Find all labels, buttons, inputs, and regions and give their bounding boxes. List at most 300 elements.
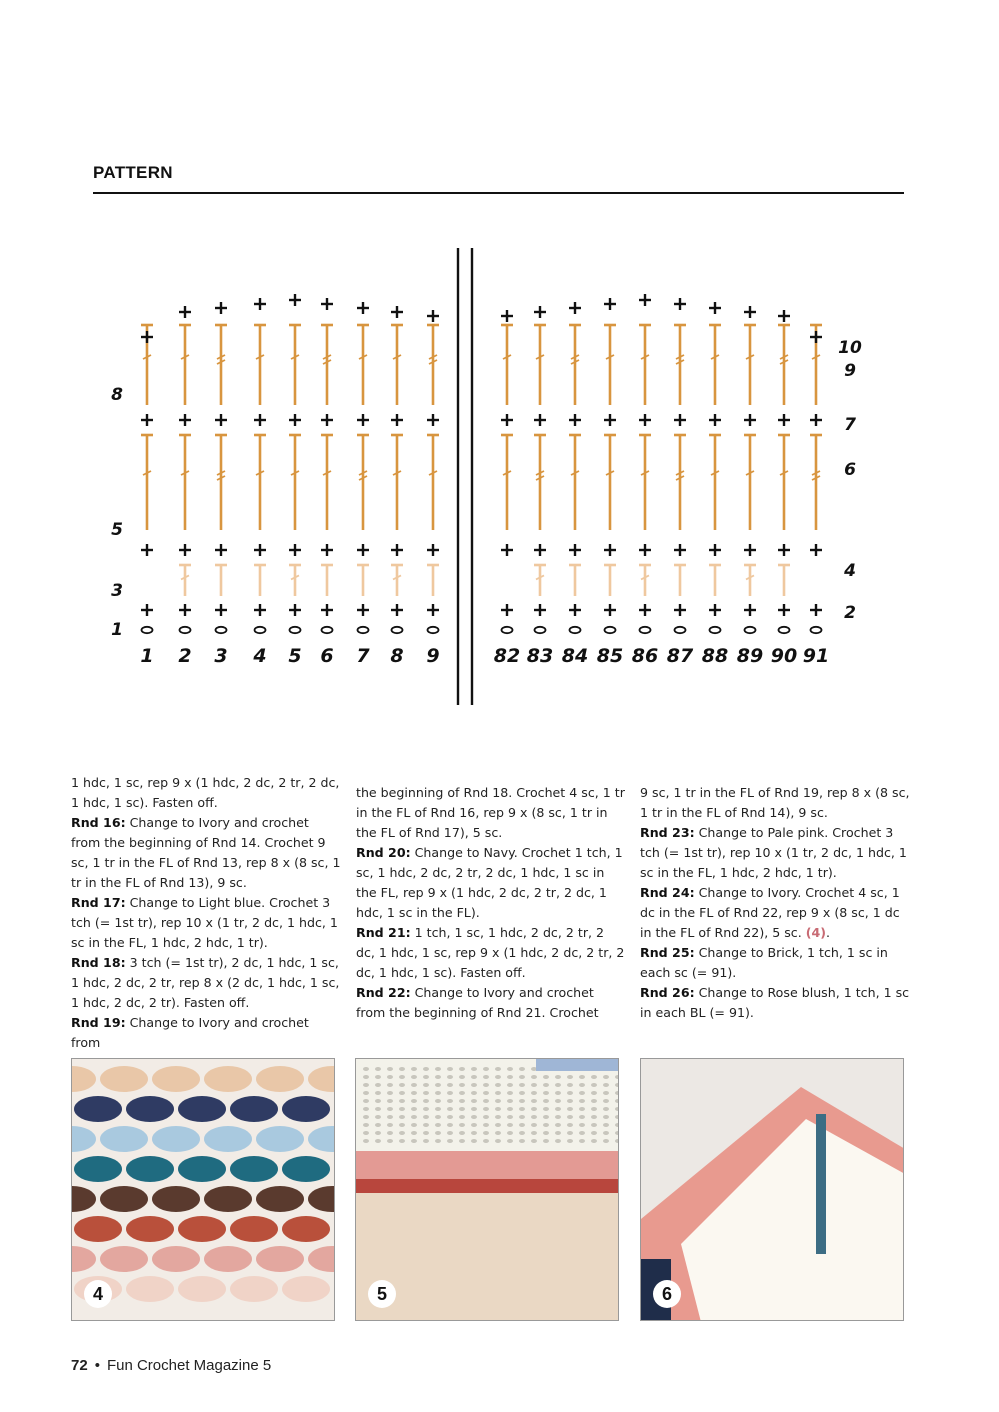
crochet-shell <box>204 1186 252 1212</box>
stitch-dot <box>531 1139 537 1143</box>
stitch-dot <box>579 1115 585 1119</box>
stitch-dot <box>447 1099 453 1103</box>
round-text: Change to Light blue. Crochet 3 tch (= 1st tr), rep 10 x (1 tr, 2 dc, 1 hdc, 1 sc in the FL, 1 hdc, 2 hdc, 1 tr). <box>71 895 338 950</box>
stitch-dot <box>459 1099 465 1103</box>
stitch-dot <box>483 1083 489 1087</box>
stitch-dot <box>471 1099 477 1103</box>
stitch-dot <box>495 1091 501 1095</box>
stitch-dot <box>387 1107 393 1111</box>
stitch-dot <box>363 1123 369 1127</box>
round-label: Rnd 26: <box>640 985 695 1000</box>
stitch-dot <box>447 1075 453 1079</box>
stitch-dot <box>411 1107 417 1111</box>
stitch-dot <box>543 1131 549 1135</box>
stitch-dot <box>555 1115 561 1119</box>
stitch-number: 84 <box>561 645 589 667</box>
round-text: Change to Pale pink. Crochet 3 tch (= 1st tr), rep 10 x (1 tr, 2 dc, 1 hdc, 1 sc in the FL, 1 hdc, 2 hdc, 1 tr). <box>640 825 907 880</box>
round-text: Change to Ivory. Crochet 4 sc, 1 dc in the FL of Rnd 22, rep 9 x (8 sc, 1 dc in the FL of Rnd 22), 5 sc. <box>640 885 900 940</box>
stitch-number: 8 <box>390 645 404 667</box>
chain-symbol <box>358 627 369 633</box>
stitch-dot <box>507 1091 513 1095</box>
stitch-dot <box>459 1139 465 1143</box>
stitch-dot <box>555 1083 561 1087</box>
crochet-shell <box>178 1156 226 1182</box>
stitch-number: 87 <box>666 645 694 667</box>
stitch-dot <box>399 1091 405 1095</box>
crochet-shell <box>334 1156 335 1182</box>
stitch-dot <box>411 1123 417 1127</box>
stitch-dot <box>447 1131 453 1135</box>
stitch-dot <box>423 1091 429 1095</box>
crochet-shell <box>74 1216 122 1242</box>
stitch-dot <box>399 1131 405 1135</box>
stitch-dot <box>519 1115 525 1119</box>
crochet-shell <box>230 1156 278 1182</box>
stitch-dot <box>567 1115 573 1119</box>
stitch-dot <box>435 1123 441 1127</box>
stitch-number: 5 <box>288 645 302 667</box>
blue-band <box>536 1059 619 1071</box>
stitch-dot <box>459 1123 465 1127</box>
teal-stripe <box>816 1114 826 1254</box>
stitch-dot <box>387 1083 393 1087</box>
chain-symbol <box>216 627 227 633</box>
chain-symbol <box>255 627 266 633</box>
stitch-dot <box>531 1075 537 1079</box>
crochet-shell <box>334 1096 335 1122</box>
stitch-dot <box>483 1123 489 1127</box>
stitch-dot <box>507 1107 513 1111</box>
stitch-dot <box>567 1091 573 1095</box>
round-text: Change to Ivory and crochet from the beginning of Rnd 21. Crochet <box>356 985 599 1020</box>
stitch-dot <box>435 1083 441 1087</box>
stitch-dot <box>483 1107 489 1111</box>
stitch-dot <box>603 1099 609 1103</box>
pink-band <box>356 1151 619 1179</box>
stitch-dot <box>423 1115 429 1119</box>
stitch-dot <box>519 1123 525 1127</box>
stitch-dot <box>519 1099 525 1103</box>
stitch-dot <box>519 1107 525 1111</box>
photo-badge: 6 <box>653 1280 681 1308</box>
instruction-paragraph <box>356 923 626 983</box>
stitch-dot <box>519 1091 525 1095</box>
stitch-dot <box>471 1139 477 1143</box>
section-rule <box>93 192 904 194</box>
stitch-dot <box>507 1115 513 1119</box>
stitch-dot <box>495 1067 501 1071</box>
crochet-shell <box>204 1246 252 1272</box>
chain-symbol <box>142 627 153 633</box>
stitch-dot <box>459 1083 465 1087</box>
stitch-dot <box>543 1107 549 1111</box>
stitch-number: 3 <box>214 645 228 667</box>
instruction-paragraph <box>71 773 341 813</box>
stitch-dot <box>471 1075 477 1079</box>
crochet-shell <box>74 1096 122 1122</box>
stitch-dot <box>483 1131 489 1135</box>
instruction-paragraph <box>640 883 910 943</box>
stitch-dot <box>555 1099 561 1103</box>
round-number: 8 <box>111 385 123 405</box>
stitch-dot <box>555 1107 561 1111</box>
stitch-dot <box>363 1139 369 1143</box>
crochet-shell <box>126 1216 174 1242</box>
stitch-dot <box>447 1067 453 1071</box>
crochet-shell <box>256 1246 304 1272</box>
stitch-dot <box>519 1131 525 1135</box>
stitch-dot <box>375 1107 381 1111</box>
stitch-number: 90 <box>770 645 798 667</box>
crochet-shell <box>230 1276 278 1302</box>
stitch-dot <box>435 1131 441 1135</box>
stitch-dot <box>567 1139 573 1143</box>
stitch-dot <box>423 1099 429 1103</box>
stitch-dot <box>387 1139 393 1143</box>
stitch-dot <box>447 1107 453 1111</box>
round-text: Change to Rose blush, 1 tch, 1 sc in each BL (= 91). <box>640 985 910 1020</box>
text-column-3 <box>640 783 910 1023</box>
instruction-paragraph <box>71 953 341 1013</box>
round-number: 10 <box>838 338 862 358</box>
stitch-dot <box>363 1075 369 1079</box>
stitch-dot <box>447 1123 453 1127</box>
chain-symbol <box>322 627 333 633</box>
crochet-shell <box>152 1246 200 1272</box>
crochet-shell <box>282 1156 330 1182</box>
bullet: • <box>94 1357 100 1374</box>
stitch-dot <box>399 1067 405 1071</box>
instruction-paragraph <box>71 893 341 953</box>
stitch-dot <box>363 1115 369 1119</box>
stitch-dot <box>411 1083 417 1087</box>
page-number: 72 <box>71 1357 88 1374</box>
stitch-dot <box>435 1107 441 1111</box>
stitch-dot <box>603 1123 609 1127</box>
stitch-dot <box>495 1107 501 1111</box>
stitch-dot <box>495 1139 501 1143</box>
stitch-number: 2 <box>178 645 192 667</box>
crochet-shell <box>256 1066 304 1092</box>
instruction-paragraph <box>356 843 626 923</box>
crochet-shell <box>152 1126 200 1152</box>
stitch-dot <box>423 1123 429 1127</box>
stitch-dot <box>591 1107 597 1111</box>
stitch-dot <box>555 1123 561 1127</box>
stitch-dot <box>459 1067 465 1071</box>
crochet-chart <box>100 240 880 710</box>
stitch-dot <box>531 1123 537 1127</box>
stitch-dot <box>579 1091 585 1095</box>
stitch-dot <box>471 1107 477 1111</box>
stitch-dot <box>447 1139 453 1143</box>
stitch-dot <box>543 1075 549 1079</box>
chain-symbol <box>640 627 651 633</box>
stitch-dot <box>387 1091 393 1095</box>
stitch-dot <box>579 1131 585 1135</box>
stitch-dot <box>375 1115 381 1119</box>
stitch-dot <box>543 1123 549 1127</box>
chain-symbol <box>180 627 191 633</box>
round-label: Rnd 21: <box>356 925 411 940</box>
photo-4 <box>71 1058 335 1321</box>
round-label: Rnd 22: <box>356 985 411 1000</box>
photo-badge: 4 <box>84 1280 112 1308</box>
crochet-shell <box>178 1276 226 1302</box>
crochet-shell <box>230 1096 278 1122</box>
stitch-dot <box>459 1091 465 1095</box>
round-number: 9 <box>844 361 856 381</box>
stitch-dot <box>483 1115 489 1119</box>
crochet-shell <box>126 1096 174 1122</box>
crochet-shell <box>230 1216 278 1242</box>
stitch-dot <box>459 1075 465 1079</box>
crochet-shell <box>74 1156 122 1182</box>
stitch-dot <box>591 1091 597 1095</box>
crochet-shell <box>282 1276 330 1302</box>
stitch-dot <box>399 1123 405 1127</box>
stitch-dot <box>555 1091 561 1095</box>
stitch-dot <box>591 1115 597 1119</box>
chain-symbol <box>710 627 721 633</box>
stitch-dot <box>363 1067 369 1071</box>
crochet-shell <box>100 1186 148 1212</box>
stitch-dot <box>411 1139 417 1143</box>
stitch-dot <box>411 1075 417 1079</box>
chain-symbol <box>779 627 790 633</box>
crochet-shell <box>334 1276 335 1302</box>
instruction-paragraph <box>640 823 910 883</box>
chain-symbol <box>502 627 513 633</box>
stitch-dot <box>567 1099 573 1103</box>
instruction-paragraph <box>71 1013 341 1053</box>
stitch-dot <box>495 1115 501 1119</box>
crochet-shell <box>334 1216 335 1242</box>
stitch-dot <box>435 1139 441 1143</box>
stitch-dot <box>411 1131 417 1135</box>
round-text-tail: . <box>826 925 831 940</box>
stitch-dot <box>483 1139 489 1143</box>
round-number: 5 <box>111 520 123 540</box>
crochet-shell <box>256 1186 304 1212</box>
stitch-dot <box>471 1115 477 1119</box>
stitch-dot <box>555 1131 561 1135</box>
instruction-paragraph <box>356 783 626 843</box>
stitch-dot <box>543 1099 549 1103</box>
stitch-dot <box>447 1083 453 1087</box>
stitch-dot <box>567 1123 573 1127</box>
stitch-number: 6 <box>320 645 334 667</box>
stitch-dot <box>423 1107 429 1111</box>
stitch-dot <box>531 1083 537 1087</box>
stitch-dot <box>375 1139 381 1143</box>
stitch-dot <box>471 1131 477 1135</box>
photo-badge: 5 <box>368 1280 396 1308</box>
stitch-dot <box>375 1075 381 1079</box>
stitch-dot <box>495 1075 501 1079</box>
stitch-dot <box>399 1107 405 1111</box>
stitch-dot <box>387 1067 393 1071</box>
stitch-dot <box>603 1115 609 1119</box>
stitch-dot <box>579 1075 585 1079</box>
stitch-number: 9 <box>426 645 440 667</box>
stitch-dot <box>411 1115 417 1119</box>
stitch-dot <box>387 1123 393 1127</box>
stitch-dot <box>375 1067 381 1071</box>
stitch-dot <box>435 1067 441 1071</box>
photo-reference: (4) <box>805 925 827 940</box>
stitch-dot <box>459 1115 465 1119</box>
stitch-dot <box>375 1083 381 1087</box>
stitch-dot <box>435 1091 441 1095</box>
stitch-dot <box>423 1131 429 1135</box>
stitch-dot <box>603 1083 609 1087</box>
stitch-dot <box>507 1067 513 1071</box>
crochet-shell <box>204 1066 252 1092</box>
stitch-dot <box>363 1099 369 1103</box>
stitch-number: 88 <box>701 645 729 667</box>
crochet-shell <box>282 1216 330 1242</box>
stitch-dot <box>591 1075 597 1079</box>
stitch-number: 7 <box>356 645 370 667</box>
stitch-dot <box>363 1091 369 1095</box>
stitch-dot <box>471 1123 477 1127</box>
chain-symbol <box>605 627 616 633</box>
stitch-dot <box>483 1091 489 1095</box>
chain-symbol <box>811 627 822 633</box>
stitch-number: 89 <box>736 645 764 667</box>
stitch-number: 82 <box>493 645 521 667</box>
text-column-2 <box>356 783 626 1023</box>
round-number: 6 <box>844 460 856 480</box>
stitch-dot <box>543 1139 549 1143</box>
crochet-shell <box>126 1156 174 1182</box>
stitch-dot <box>495 1099 501 1103</box>
crochet-shell <box>126 1276 174 1302</box>
crochet-shell <box>152 1066 200 1092</box>
round-label: Rnd 20: <box>356 845 411 860</box>
stitch-dot <box>471 1067 477 1071</box>
stitch-dot <box>531 1107 537 1111</box>
stitch-dot <box>375 1091 381 1095</box>
crochet-shell <box>152 1186 200 1212</box>
stitch-dot <box>603 1131 609 1135</box>
stitch-dot <box>387 1131 393 1135</box>
stitch-number: 86 <box>631 645 659 667</box>
stitch-dot <box>507 1083 513 1087</box>
stitch-dot <box>579 1099 585 1103</box>
photo-5 <box>355 1058 619 1321</box>
stitch-dot <box>423 1139 429 1143</box>
chain-symbol <box>675 627 686 633</box>
round-label: Rnd 19: <box>71 1015 126 1030</box>
stitch-dot <box>555 1139 561 1143</box>
stitch-dot <box>591 1083 597 1087</box>
stitch-dot <box>375 1131 381 1135</box>
round-label: Rnd 17: <box>71 895 126 910</box>
stitch-dot <box>495 1083 501 1087</box>
stitch-dot <box>495 1131 501 1135</box>
stitch-dot <box>411 1091 417 1095</box>
instruction-paragraph <box>71 813 341 893</box>
magazine-title: Fun Crochet Magazine 5 <box>106 1357 272 1374</box>
round-label: Rnd 18: <box>71 955 126 970</box>
instruction-paragraph <box>640 943 910 983</box>
stitch-dot <box>459 1131 465 1135</box>
stitch-dot <box>495 1123 501 1127</box>
stitch-dot <box>435 1115 441 1119</box>
round-number: 7 <box>844 415 856 435</box>
round-number: 4 <box>844 561 856 581</box>
round-text: 1 hdc, 1 sc, rep 9 x (1 hdc, 2 dc, 2 tr, 2 dc, 1 hdc, 1 sc). Fasten off. <box>71 775 340 810</box>
stitch-dot <box>363 1107 369 1111</box>
stitch-dot <box>387 1075 393 1079</box>
round-text: 1 tch, 1 sc, 1 hdc, 2 dc, 2 tr, 2 dc, 1 hdc, 1 sc, rep 9 x (1 hdc, 2 dc, 2 tr, 2 dc, 1 hdc, 1 sc). Fasten off. <box>356 925 625 980</box>
stitch-dot <box>519 1139 525 1143</box>
stitch-dot <box>423 1075 429 1079</box>
instruction-paragraph <box>356 983 626 1023</box>
stitch-dot <box>603 1139 609 1143</box>
instruction-paragraph <box>640 983 910 1023</box>
stitch-dot <box>579 1139 585 1143</box>
stitch-dot <box>531 1115 537 1119</box>
stitch-dot <box>399 1075 405 1079</box>
stitch-number: 91 <box>802 645 830 667</box>
chain-symbol <box>745 627 756 633</box>
stitch-dot <box>387 1099 393 1103</box>
stitch-dot <box>375 1099 381 1103</box>
page-footer <box>71 1357 271 1374</box>
round-text: Change to Navy. Crochet 1 tch, 1 sc, 1 hdc, 2 dc, 2 tr, 2 dc, 1 hdc, 1 sc in the FL, rep 9 x (1 hdc, 2 dc, 2 tr, 2 dc, 1 hdc, 1 sc in the FL). <box>356 845 623 920</box>
stitch-dot <box>591 1139 597 1143</box>
crochet-shell <box>282 1096 330 1122</box>
stitch-dot <box>447 1115 453 1119</box>
round-label: Rnd 16: <box>71 815 126 830</box>
stitch-dot <box>603 1107 609 1111</box>
stitch-dot <box>591 1099 597 1103</box>
stitch-dot <box>387 1115 393 1119</box>
crochet-shell <box>178 1096 226 1122</box>
stitch-dot <box>435 1099 441 1103</box>
round-number: 2 <box>844 603 856 623</box>
crochet-shell <box>256 1126 304 1152</box>
stitch-dot <box>411 1067 417 1071</box>
stitch-dot <box>519 1067 525 1071</box>
stitch-dot <box>423 1083 429 1087</box>
stitch-dot <box>363 1131 369 1135</box>
round-label: Rnd 25: <box>640 945 695 960</box>
stitch-dot <box>543 1115 549 1119</box>
stitch-number: 83 <box>526 645 554 667</box>
stitch-number: 1 <box>140 645 154 667</box>
stitch-dot <box>567 1131 573 1135</box>
stitch-dot <box>507 1099 513 1103</box>
stitch-dot <box>531 1099 537 1103</box>
round-label: Rnd 24: <box>640 885 695 900</box>
stitch-dot <box>579 1123 585 1127</box>
stitch-dot <box>447 1091 453 1095</box>
crochet-shell <box>100 1126 148 1152</box>
text-column-1 <box>71 773 341 1053</box>
stitch-dot <box>543 1091 549 1095</box>
stitch-dot <box>555 1075 561 1079</box>
crochet-shell <box>100 1246 148 1272</box>
stitch-dot <box>591 1123 597 1127</box>
stitch-dot <box>591 1131 597 1135</box>
stitch-dot <box>519 1075 525 1079</box>
chain-symbol <box>392 627 403 633</box>
stitch-dot <box>567 1107 573 1111</box>
